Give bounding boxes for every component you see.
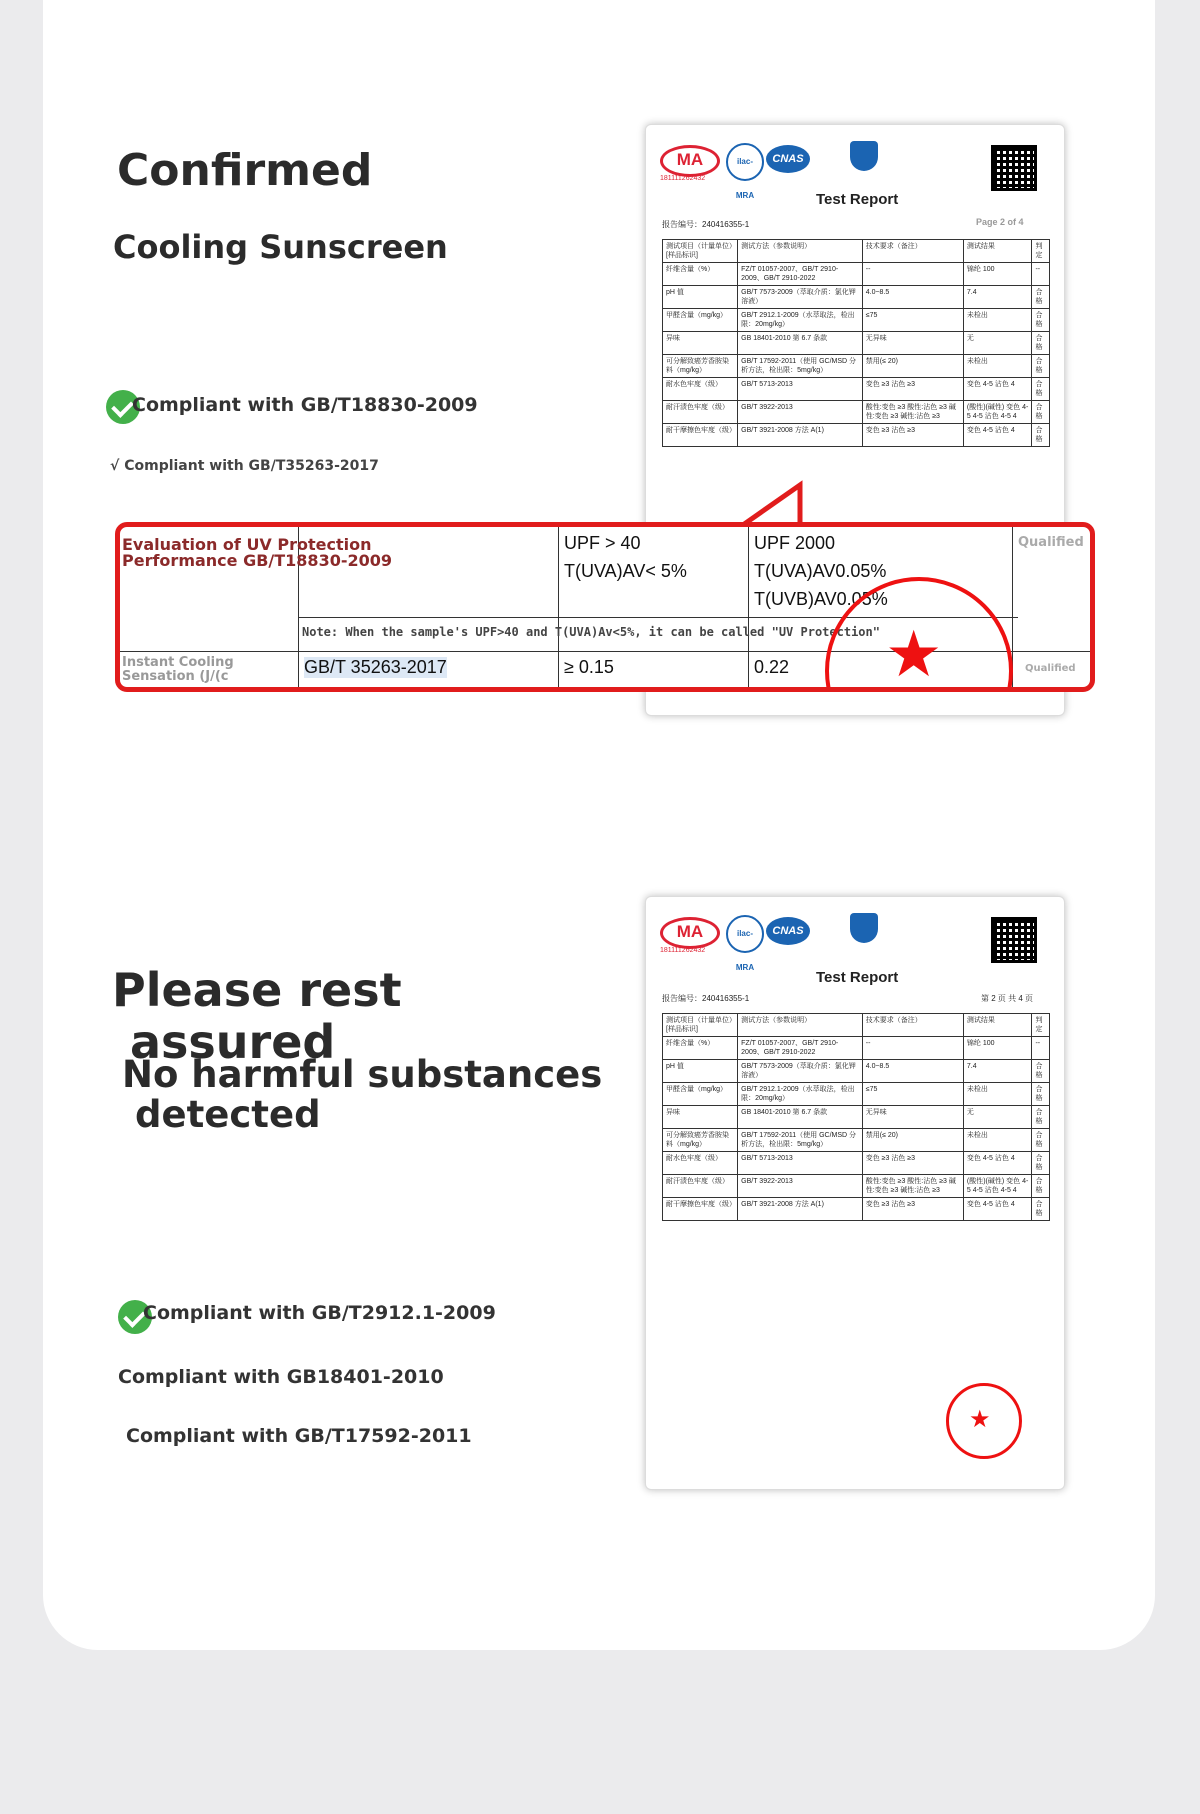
table-cell: 变色 4-5 沾色 4	[963, 378, 1032, 401]
table-cell: 异味	[663, 1106, 738, 1129]
table-cell: 禁用(≤ 20)	[862, 355, 963, 378]
table-header: 测试项目（计量单位）[样品标识]	[663, 240, 738, 263]
table-cell: --	[862, 263, 963, 286]
table-header: 判定	[1032, 240, 1050, 263]
test-results-table	[662, 239, 1050, 447]
table-cell: FZ/T 01057-2007、GB/T 2910-2009、GB/T 2910-2022	[738, 263, 863, 286]
report-number: 报告编号：240416355-1	[662, 220, 750, 229]
magnified-result-callout	[115, 522, 1095, 692]
table-row	[663, 1175, 1050, 1198]
table-cell: 可分解致癌芳香胺染料（mg/kg）	[663, 1129, 738, 1152]
table-row	[663, 263, 1050, 286]
table-cell: 合格	[1032, 1060, 1050, 1083]
cooling-label: Instant Cooling	[122, 655, 234, 670]
cooling-result: 0.22	[754, 657, 790, 677]
table-cell: 甲醛含量（mg/kg）	[663, 309, 738, 332]
table-cell: GB/T 5713-2013	[738, 1152, 863, 1175]
table-header: 测试结果	[963, 1014, 1032, 1037]
table-row	[663, 332, 1050, 355]
shield-icon	[850, 913, 878, 943]
section2-subtitle: No harmful substances	[122, 1053, 603, 1096]
table-cell: 可分解致癌芳香胺染料（mg/kg）	[663, 355, 738, 378]
report-title: Test Report	[816, 191, 899, 208]
table-cell: ≤75	[862, 309, 963, 332]
table-cell: 4.0~8.5	[862, 286, 963, 309]
table-row	[663, 1129, 1050, 1152]
test-results-table	[662, 1013, 1050, 1221]
uva-result: T(UVA)AV0.05%	[754, 561, 887, 581]
table-row	[663, 1037, 1050, 1060]
compliance-item: Compliant with GB18401-2010	[118, 1366, 444, 1388]
shield-icon	[850, 141, 878, 171]
table-cell: GB 18401-2010 第 6.7 条款	[738, 332, 863, 355]
table-row	[663, 286, 1050, 309]
table-cell: 合格	[1032, 1152, 1050, 1175]
compliance-item: Compliant with GB/T2912.1-2009	[143, 1302, 496, 1324]
table-header-row	[663, 240, 1050, 263]
table-row	[663, 378, 1050, 401]
table-cell: GB/T 3922-2013	[738, 401, 863, 424]
cooling-method: GB/T 35263-2017	[304, 657, 447, 677]
section2-title: Please rest	[112, 963, 402, 1017]
table-row	[663, 1083, 1050, 1106]
table-cell: 未检出	[963, 309, 1032, 332]
table-cell: 变色 ≥3 沾色 ≥3	[862, 1152, 963, 1175]
section1-subtitle: Cooling Sunscreen	[113, 228, 448, 266]
uv-note: Note: When the sample's UPF>40 and T(UVA)Av<5%, it can be called "UV Protection"	[302, 625, 880, 639]
table-cell: 纤维含量（%）	[663, 263, 738, 286]
cma-logo: MA	[660, 917, 720, 949]
table-cell: 合格	[1032, 1198, 1050, 1221]
table-cell: 甲醛含量（mg/kg）	[663, 1083, 738, 1106]
cooling-label: Sensation (J/(c	[122, 669, 229, 684]
table-cell: 合格	[1032, 355, 1050, 378]
upf-result: UPF 2000	[754, 533, 836, 553]
table-cell: 无异味	[862, 1106, 963, 1129]
table-row	[663, 1106, 1050, 1129]
table-cell: 无	[963, 332, 1032, 355]
table-cell: GB/T 7573-2009（萃取介质：氯化钾溶液）	[738, 286, 863, 309]
report-number: 报告编号：240416355-1	[662, 994, 750, 1003]
table-row	[663, 401, 1050, 424]
table-cell: 耐汗渍色牢度（级）	[663, 1175, 738, 1198]
table-cell: 7.4	[963, 1060, 1032, 1083]
table-cell: 7.4	[963, 286, 1032, 309]
table-cell: 变色 ≥3 沾色 ≥3	[862, 1198, 963, 1221]
cnas-logo: CNAS	[766, 145, 810, 173]
table-cell: 变色 4-5 沾色 4	[963, 1152, 1032, 1175]
table-row	[663, 424, 1050, 447]
table-cell: 耐水色牢度（级）	[663, 378, 738, 401]
uv-evaluation-label: Performance GB/T18830-2009	[122, 551, 392, 570]
section1-title: Confirmed	[117, 145, 373, 196]
cooling-judgement: Qualified	[1025, 663, 1076, 674]
table-cell: 禁用(≤ 20)	[862, 1129, 963, 1152]
table-cell: 耐干摩擦色牢度（级）	[663, 1198, 738, 1221]
upf-requirement: UPF > 40	[564, 533, 641, 553]
table-cell: GB/T 17592-2011（使用 GC/MSD 分析方法，检出限：5mg/kg）	[738, 1129, 863, 1152]
table-cell: 合格	[1032, 332, 1050, 355]
table-cell: 异味	[663, 332, 738, 355]
table-cell: 变色 ≥3 沾色 ≥3	[862, 424, 963, 447]
table-cell: 合格	[1032, 286, 1050, 309]
cnas-logo: CNAS	[766, 917, 810, 945]
table-cell: pH 值	[663, 286, 738, 309]
table-cell: GB/T 2912.1-2009（水萃取法，检出限：20mg/kg）	[738, 309, 863, 332]
table-cell: 合格	[1032, 309, 1050, 332]
table-header: 技术要求（备注）	[862, 1014, 963, 1037]
table-cell: GB 18401-2010 第 6.7 条款	[738, 1106, 863, 1129]
qr-code-icon	[991, 145, 1037, 191]
table-cell: 酸性:变色 ≥3 酸性:沾色 ≥3 碱性:变色 ≥3 碱性:沾色 ≥3	[862, 1175, 963, 1198]
compliance-item: √ Compliant with GB/T35263-2017	[110, 458, 379, 474]
section2-title: assured	[130, 1015, 336, 1069]
table-cell: 合格	[1032, 1106, 1050, 1129]
cma-number: 181111262432	[660, 947, 706, 954]
cooling-requirement: ≥ 0.15	[564, 657, 614, 677]
table-cell: 耐水色牢度（级）	[663, 1152, 738, 1175]
table-cell: GB/T 5713-2013	[738, 378, 863, 401]
table-header: 测试项目（计量单位）[样品标识]	[663, 1014, 738, 1037]
qr-code-icon	[991, 917, 1037, 963]
table-cell: GB/T 2912.1-2009（水萃取法，检出限：20mg/kg）	[738, 1083, 863, 1106]
test-report-image-2	[645, 896, 1065, 1490]
table-cell: FZ/T 01057-2007、GB/T 2910-2009、GB/T 2910-2022	[738, 1037, 863, 1060]
star-icon: ★	[885, 618, 943, 690]
table-row	[663, 309, 1050, 332]
table-row	[663, 355, 1050, 378]
table-cell: 合格	[1032, 401, 1050, 424]
report-page: 第 2 页 共 4 页	[981, 994, 1034, 1003]
compliance-item: Compliant with GB/T18830-2009	[132, 394, 478, 416]
table-cell: 变色 4-5 沾色 4	[963, 424, 1032, 447]
table-cell: 未检出	[963, 1083, 1032, 1106]
table-cell: --	[862, 1037, 963, 1060]
table-cell: (酸性)(碱性) 变色 4-5 4-5 沾色 4-5 4	[963, 401, 1032, 424]
table-cell: 4.0~8.5	[862, 1060, 963, 1083]
table-cell: pH 值	[663, 1060, 738, 1083]
table-cell: 无异味	[862, 332, 963, 355]
table-cell: (酸性)(碱性) 变色 4-5 4-5 沾色 4-5 4	[963, 1175, 1032, 1198]
table-cell: 无	[963, 1106, 1032, 1129]
table-cell: --	[1032, 1037, 1050, 1060]
uvb-result: T(UVB)AV0.05%	[754, 589, 888, 609]
table-header: 测试方法（参数说明）	[738, 240, 863, 263]
table-cell: 未检出	[963, 1129, 1032, 1152]
compliance-item: Compliant with GB/T17592-2011	[126, 1425, 472, 1447]
uva-requirement: T(UVA)AV< 5%	[564, 561, 687, 581]
table-cell: 变色 4-5 沾色 4	[963, 1198, 1032, 1221]
table-header: 技术要求（备注）	[862, 240, 963, 263]
certification-logos	[660, 913, 1040, 972]
table-cell: 耐干摩擦色牢度（级）	[663, 424, 738, 447]
table-row	[663, 1152, 1050, 1175]
table-header-row	[663, 1014, 1050, 1037]
table-cell: GB/T 17592-2011（使用 GC/MSD 分析方法，检出限：5mg/kg）	[738, 355, 863, 378]
table-cell: 锦纶 100	[963, 1037, 1032, 1060]
table-header: 测试结果	[963, 240, 1032, 263]
table-cell: GB/T 3921-2008 方法 A(1)	[738, 424, 863, 447]
table-cell: 合格	[1032, 424, 1050, 447]
table-row	[663, 1198, 1050, 1221]
table-cell: GB/T 3921-2008 方法 A(1)	[738, 1198, 863, 1221]
table-cell: GB/T 7573-2009（萃取介质：氯化钾溶液）	[738, 1060, 863, 1083]
ilac-logo: ilac-MRA	[726, 143, 764, 181]
cma-logo: MA	[660, 145, 720, 177]
table-cell: --	[1032, 263, 1050, 286]
table-cell: 合格	[1032, 1129, 1050, 1152]
table-cell: 耐汗渍色牢度（级）	[663, 401, 738, 424]
table-cell: GB/T 3922-2013	[738, 1175, 863, 1198]
table-cell: 酸性:变色 ≥3 酸性:沾色 ≥3 碱性:变色 ≥3 碱性:沾色 ≥3	[862, 401, 963, 424]
section2-subtitle: detected	[135, 1093, 321, 1136]
table-cell: ≤75	[862, 1083, 963, 1106]
report-title: Test Report	[816, 969, 899, 986]
ilac-logo: ilac-MRA	[726, 915, 764, 953]
star-icon: ★	[969, 1406, 991, 1433]
table-cell: 未检出	[963, 355, 1032, 378]
table-cell: 合格	[1032, 378, 1050, 401]
report-page: Page 2 of 4	[976, 217, 1024, 227]
table-cell: 锦纶 100	[963, 263, 1032, 286]
table-row	[663, 1060, 1050, 1083]
table-cell: 合格	[1032, 1083, 1050, 1106]
cma-number: 181111262432	[660, 175, 706, 182]
table-header: 测试方法（参数说明）	[738, 1014, 863, 1037]
table-cell: 变色 ≥3 沾色 ≥3	[862, 378, 963, 401]
uv-evaluation-label: Evaluation of UV Protection	[122, 535, 372, 554]
table-cell: 合格	[1032, 1175, 1050, 1198]
table-header: 判定	[1032, 1014, 1050, 1037]
table-cell: 纤维含量（%）	[663, 1037, 738, 1060]
uv-judgement: Qualified	[1018, 535, 1084, 550]
